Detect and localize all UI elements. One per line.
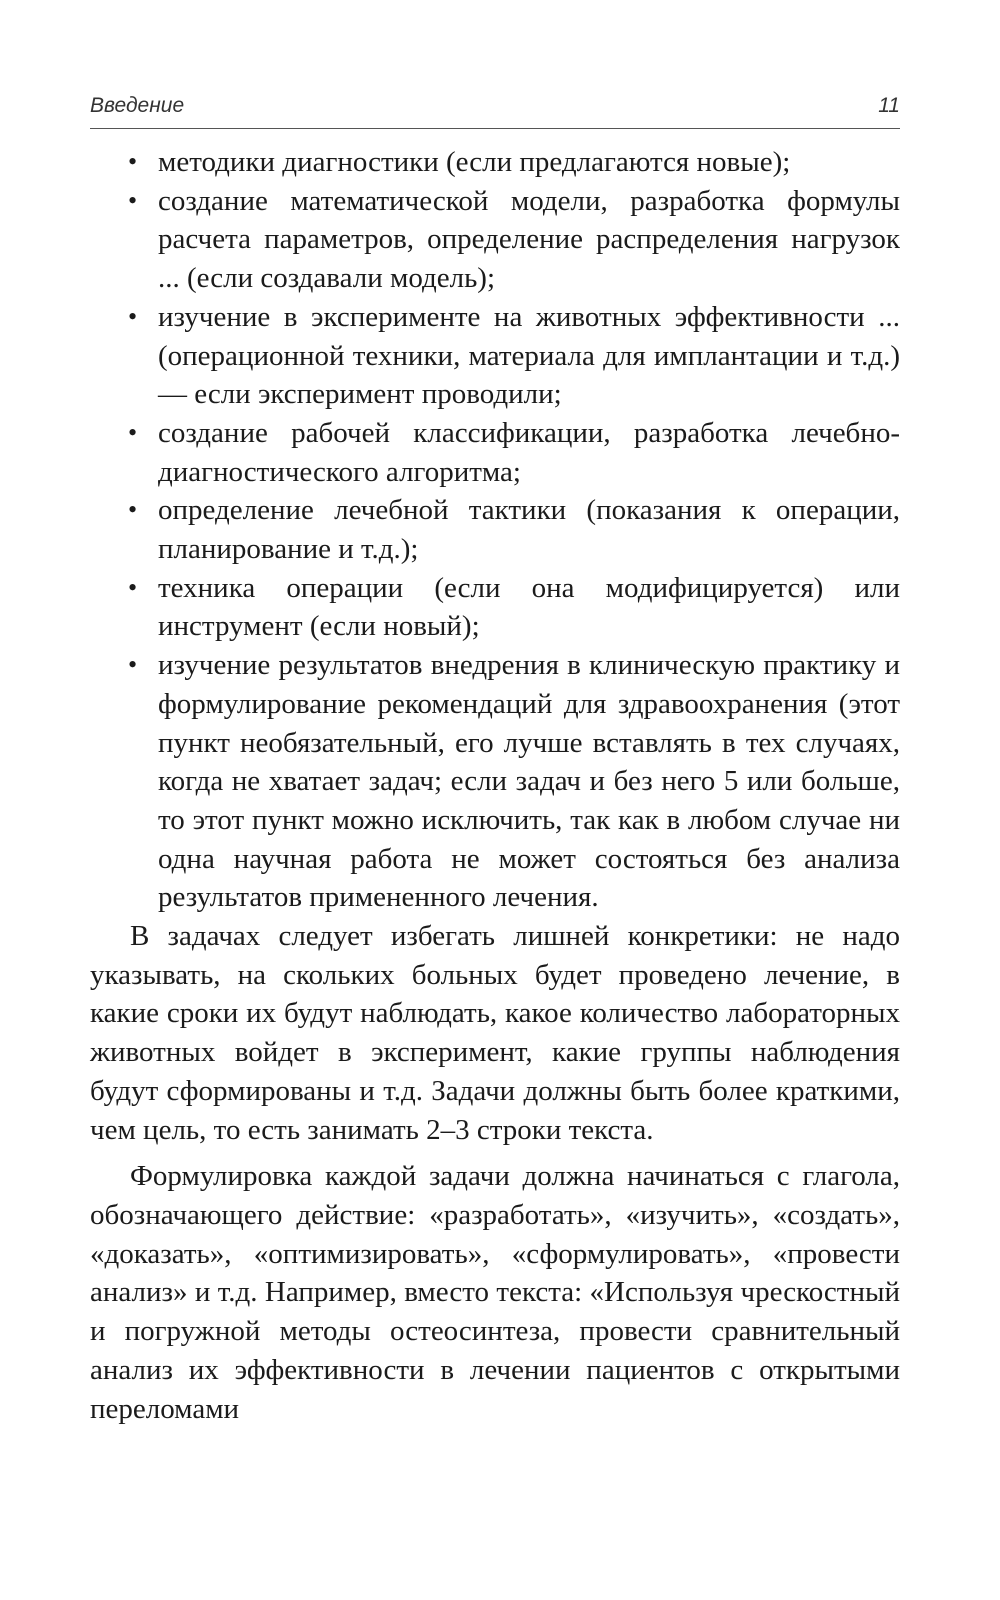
list-item-text: техника операции (если она модифицируется) или инструмент (если новый); <box>158 571 900 643</box>
list-item-text: методики диагностики (если предлагаются новые); <box>158 146 791 178</box>
task-list <box>90 143 900 917</box>
page-number: 11 <box>878 94 900 117</box>
bullet-icon: • <box>128 572 138 602</box>
section-title: Введение <box>90 94 185 117</box>
bullet-icon: • <box>128 185 138 215</box>
list-item-text: определение лечебной тактики (показания к операции, планирование и т.д.); <box>158 494 900 566</box>
paragraph: В задачах следует избегать лишней конкретики: не надо указывать, на скольких больных будет проведено лечение, в какие сроки их будут наблюдать, какое количество лабораторных животных войдет в эксперимент, какие группы наблюдения будут сформированы и т.д. Задачи должны быть более краткими, чем цель, то есть занимать 2–3 строки текста. <box>90 920 900 1146</box>
list-item-text: создание рабочей классификации, разработка лечебно-диагностического алгоритма; <box>158 416 900 488</box>
bullet-icon: • <box>128 417 138 447</box>
bullet-icon: • <box>128 301 138 331</box>
running-header <box>90 88 900 129</box>
list-item-text: изучение результатов внедрения в клиническую практику и формулирование рекомендаций для здравоохранения (этот пункт необязательный, его лучше вставлять в тех случаях, когда не хватает задач; если задач и без него 5 или больше, то этот пункт можно исключить, так как в любом случае ни одна научная работа не может состояться без анализа результатов примененного лечения. <box>158 649 900 914</box>
list-item <box>90 143 900 182</box>
list-item <box>90 298 900 414</box>
list-item <box>90 646 900 917</box>
list-item-text: создание математической модели, разработка формулы расчета параметров, определение распределения нагрузок ... (если создавали модель); <box>158 184 900 295</box>
paragraph: Формулировка каждой задачи должна начинаться с глагола, обозначающего действие: «разработать», «изучить», «создать», «доказать», «оптимизировать», «сформулировать», «провести анализ» и т.д. Например, вместо текста: «Используя чрескостный и погружной методы остеосинтеза, провести сравнительный анализ их эффективности в лечении пациентов с открытыми переломами <box>90 1160 900 1425</box>
list-item <box>90 569 900 646</box>
body-text <box>90 143 900 1428</box>
list-item <box>90 491 900 568</box>
bullet-icon: • <box>128 147 138 176</box>
list-item-text: изучение в эксперименте на животных эффективности ... (операционной техники, материала для имплантации и т.д.) — если эксперимент проводили; <box>158 300 900 411</box>
list-item <box>90 414 900 491</box>
list-item <box>90 182 900 298</box>
bullet-icon: • <box>128 650 138 680</box>
bullet-icon: • <box>128 495 138 525</box>
